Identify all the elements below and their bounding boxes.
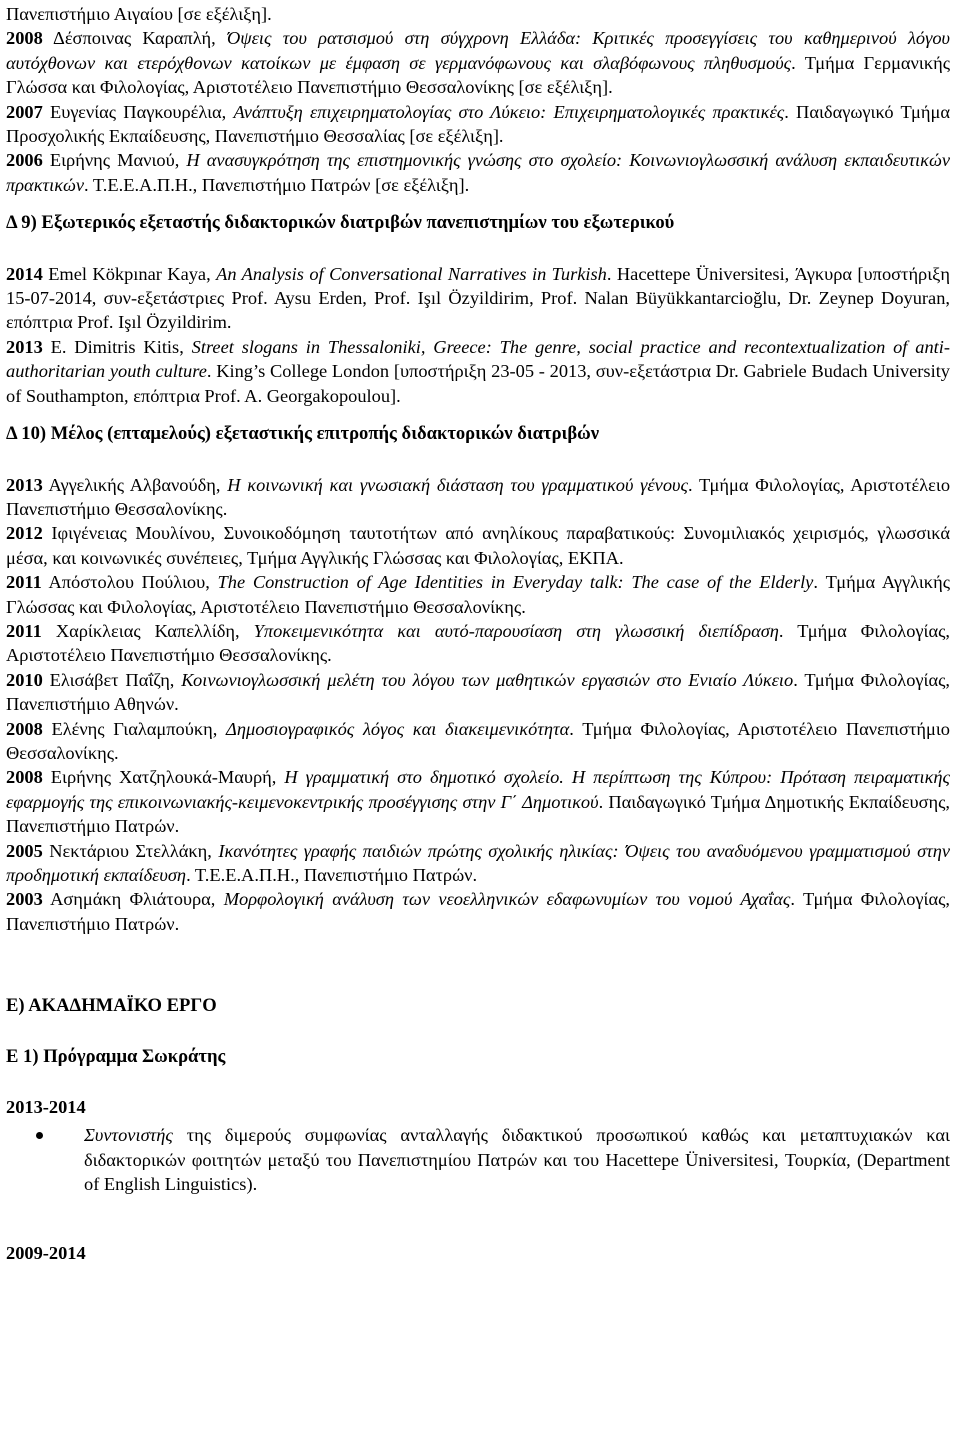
entry-year: 2005 <box>6 840 43 861</box>
entry-rest: . Παιδαγωγικό Τμήμα Δημοτικής Εκπαίδευσης, Πανεπιστήμιο Πατρών. <box>6 791 950 837</box>
entry-author: E. Dimitris Kitis, <box>42 336 192 357</box>
entry-2013-kitis <box>6 335 950 408</box>
entry-title: Η ανασυγκρότηση της επιστημονικής γνώσης στο σχολείο: Κοινωνιογλωσσική ανάλυση εκπαιδευτικών πρακτικών <box>6 150 950 195</box>
entry-year: 2008 <box>6 718 43 739</box>
entry-title: Ικανότητες γραφής παιδιών πρώτης σχολικής ηλικίας: Όψεις του αναδυόμενου γραμματισμού στην προδημοτική εκπαίδευση <box>6 840 951 885</box>
entry-rest: . Τμήμα Φιλολογίας, Αριστοτέλειο Πανεπιστήμιο Θεσσαλονίκης. <box>6 474 951 519</box>
entry-author: Αγγελικής Αλβανούδη, <box>42 474 228 495</box>
entry-rest: . Τμήμα Αγγλικής Γλώσσας και Φιλολογίας, Αριστοτέλειο Πανεπιστήμιο Θεσσαλονίκης. <box>6 572 950 617</box>
entry-year: 2007 <box>6 101 43 122</box>
entry-author: Δέσποινας Καραπλή, <box>42 28 227 49</box>
activity-list <box>6 1123 950 1196</box>
entry-year: 2006 <box>6 150 43 171</box>
entry-year: 2011 <box>6 572 42 593</box>
subsection-heading-e1: Ε 1) Πρόγραμμα Σωκράτης <box>6 1045 226 1067</box>
entry-author: Ειρήνης Μανιού, <box>42 150 187 171</box>
entry-author: Ευγενίας Παγκουρέλια, <box>42 101 234 122</box>
entry-2008-kparapli <box>6 26 950 99</box>
entry-author: Χαρίκλειας Καπελλίδη, <box>41 620 254 641</box>
entry-title: Street slogans in Thessaloniki, Greece: The genre, social practice and recontextualization of anti-authoritarian youth culture <box>6 336 950 382</box>
entry-rest: . Τ.Ε.Ε.Α.Π.Η., Πανεπιστήμιο Πατρών. <box>186 865 478 885</box>
committee-entry <box>6 839 950 888</box>
role-title: Συντονιστής <box>84 1125 173 1146</box>
entry-title: Η γραμματική στο δημοτικό σχολείο. Η περίπτωση της Κύπρου: Πρόταση πειραματικής εφαρμογής της επικοινωνιακής-κειμενοκεντρικής προσέγγισης στην Γ΄ Δημοτικού <box>6 767 950 812</box>
entry-title: Όψεις του ρατσισμού στη σύγχρονη Ελλάδα: Κριτικές προσεγγίσεις του καθημερινού λόγου αυτόχθονων και ετερόχθονων κατοίκων με έμφαση σε γερμανόφωνους και σλαβόφωνους πληθυσμούς <box>6 28 950 73</box>
committee-entry <box>6 473 950 522</box>
entry-rest: . Τμήμα Φιλολογίας, Πανεπιστήμιο Πατρών. <box>6 889 950 934</box>
entry-title: Ανάπτυξη επιχειρηματολογίας στο Λύκειο: Επιχειρηματολογικές πρακτικές <box>233 101 785 122</box>
section-heading-d9: Δ 9) Εξωτερικός εξεταστής διδακτορικών διατριβών πανεπιστημίων του εξωτερικού <box>6 212 675 234</box>
role-description: της διμερούς συμφωνίας ανταλλαγής διδακτικού προσωπικού καθώς και μεταπτυχιακών και διδακτορικών φοιτητών μεταξύ του Πανεπιστημίου Πατρών και του Hacettepe Üniversitesi, Τουρκία, (Department of English Linguistics). <box>84 1125 950 1195</box>
entry-2007-pagkourelia <box>6 100 950 149</box>
committee-list <box>6 473 950 937</box>
entry-title: An Analysis of Conversational Narratives in Turkish <box>216 263 607 284</box>
committee-entry <box>6 619 950 668</box>
entry-author: Απόστολου Πούλιου, <box>41 572 218 593</box>
entry-2006-maniou <box>6 148 950 197</box>
entry-title: Υποκειμενικότητα και αυτό-παρουσίαση στη γλωσσική διεπίδραση <box>253 620 779 641</box>
entry-author: Ελισάβετ Παΐζη, <box>42 669 182 690</box>
entry-rest: . Τμήμα Γερμανικής Γλώσσα και Φιλολογίας, Αριστοτέλειο Πανεπιστήμιο Θεσσαλονίκης [σε εξέλιξη]. <box>6 52 950 98</box>
entry-year: 2014 <box>6 263 43 284</box>
entry-author: Ασημάκη Φλιάτουρα, <box>42 889 224 910</box>
section-heading-d10: Δ 10) Μέλος (επταμελούς) εξεταστικής επιτροπής διδακτορικών διατριβών <box>6 423 600 445</box>
committee-entry <box>6 717 950 766</box>
entry-year: 2013 <box>6 474 43 495</box>
document-page <box>6 2 950 1265</box>
period-label: 2013-2014 <box>6 1097 86 1118</box>
entry-title: The Construction of Age Identities in Everyday talk: The case of the Elderly <box>217 572 814 593</box>
committee-entry <box>6 887 950 936</box>
entry-rest: . Τ.Ε.Ε.Α.Π.Η., Πανεπιστήμιο Πατρών [σε εξέλιξη]. <box>84 174 470 195</box>
entry-year: 2008 <box>6 28 43 49</box>
entry-year: 2003 <box>6 889 43 910</box>
entry-author: Νεκτάριου Στελλάκη, <box>42 840 219 861</box>
continuation-line: Πανεπιστήμιο Αιγαίου [σε εξέλιξη]. <box>6 4 272 24</box>
entry-author: Emel Kökpınar Kaya, <box>42 263 217 284</box>
entry-rest: . Παιδαγωγικό Τμήμα Προσχολικής Εκπαίδευσης, Πανεπιστήμιο Θεσσαλίας [σε εξέλιξη]. <box>6 101 950 147</box>
section-heading-e: Ε) ΑΚΑΔΗΜΑΪΚΟ ΕΡΓΟ <box>6 995 217 1017</box>
entry-author: Ειρήνης Χατζηλουκά-Μαυρή, <box>42 767 285 788</box>
entry-title: Η κοινωνική και γνωσιακή διάσταση του γραμματικού γένους <box>227 474 688 495</box>
list-item <box>6 1123 950 1196</box>
entry-author: Ελένης Γιαλαμπούκη, <box>42 718 227 739</box>
committee-entry <box>6 765 950 838</box>
committee-entry <box>6 668 950 717</box>
committee-entry <box>6 570 950 619</box>
entry-rest: . Τμήμα Φιλολογίας, Πανεπιστήμιο Αθηνών. <box>6 669 950 715</box>
entry-year: 2011 <box>6 620 42 641</box>
entry-year: 2008 <box>6 767 43 788</box>
period-label: 2009-2014 <box>6 1242 86 1263</box>
entry-title: Δημοσιογραφικός λόγος και διακειμενικότητα <box>226 718 570 739</box>
entry-title: Κοινωνιογλωσσική μελέτη του λόγου των μαθητικών εργασιών στο Ενιαίο Λύκειο <box>181 669 794 690</box>
entry-rest: . Τμήμα Φιλολογίας, Αριστοτέλειο Πανεπιστήμιο Θεσσαλονίκης. <box>6 620 950 666</box>
entry-rest: . King’s College London [υποστήριξη 23-05 - 2013, συν-εξετάστρια Dr. Gabriele Budach University of Southampton, επόπτρια Prof. A. Georgakopoulou]. <box>6 361 950 406</box>
entry-2014-kaya <box>6 262 950 335</box>
entry-title: Μορφολογική ανάλυση των νεοελληνικών εδαφωνυμίων του νομού Αχαΐας <box>223 889 791 910</box>
entry-author: Ιφιγένειας Μουλίνου, Συνοικοδόμηση ταυτοτήτων από ανηλίκους παραβατικούς: Συνομιλιακός χειρισμός, γλωσσικά μέσα, και κοινωνικές συνέπειες, Τμήμα Αγγλικής Γλώσσας και Φιλολογίας, ΕΚΠΑ. <box>6 523 950 568</box>
bullet-icon <box>36 1132 43 1139</box>
entry-year: 2013 <box>6 336 43 357</box>
committee-entry <box>6 521 950 570</box>
entry-rest: . Hacettepe Üniversitesi, Άγκυρα [υποστήριξη 15-07-2014, συν-εξετάστριες Prof. Aysu Erden, Prof. Işıl Özyildirim, Prof. Nalan Büyükkantarcioğlu, Dr. Zeynep Doyuran, επόπτρια Prof. Işıl Özyildirim. <box>6 263 950 333</box>
entry-rest: . Τμήμα Φιλολογίας, Αριστοτέλειο Πανεπιστήμιο Θεσσαλονίκης. <box>6 718 950 763</box>
entry-year: 2010 <box>6 669 43 690</box>
entry-year: 2012 <box>6 523 43 544</box>
